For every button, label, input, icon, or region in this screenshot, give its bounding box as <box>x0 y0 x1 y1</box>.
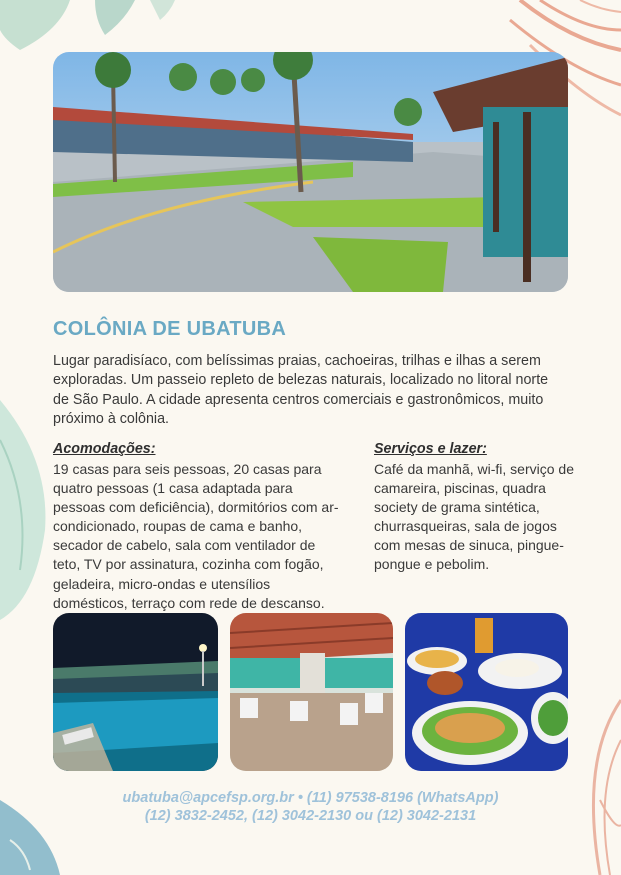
contact-phones: (12) 3832-2452, (12) 3042-2130 ou (12) 3042-2131 <box>144 808 477 824</box>
colonia-ubatuba-chalets-photo <box>53 52 568 292</box>
hall-photo <box>230 613 393 771</box>
hero-photo <box>53 52 568 292</box>
leaf-decoration-top-left <box>0 0 200 60</box>
fish-meal-photo <box>405 613 568 771</box>
page-title: COLÔNIA DE UBATUBA <box>53 318 287 340</box>
accommodations-heading: Acomodações: <box>53 441 156 457</box>
dining-hall-photo <box>230 613 393 771</box>
leaf-decoration-left <box>0 400 55 660</box>
services-heading: Serviços e lazer: <box>374 441 487 457</box>
services-text: Café da manhã, wi-fi, serviço de camareira, piscinas, quadra society de grama sintética, churrasqueiras, sala de jogos com mesas de sinuca, pingue-pongue e pebolim. <box>374 461 574 573</box>
accommodations-text: 19 casas para seis pessoas, 20 casas para quatro pessoas (1 casa adaptada para pessoas com deficiência), dormitórios com ar-condicionado, roupas de cama e banho, secador de cabelo, sala com ventilador de teto, TV por assinatura, cozinha com fogão, geladeira, micro-ondas e utensílios domésticos, terraço com rede de descanso. <box>53 461 339 611</box>
contact-email-whatsapp: ubatuba@apcefsp.org.br • (11) 97538-8196 (WhatsApp) <box>122 790 499 806</box>
night-pool-photo <box>53 613 218 771</box>
intro-paragraph: Lugar paradisíaco, com belíssimas praias, cachoeiras, trilhas e ilhas a serem exploradas. Um passeio repleto de belezas naturais, localizado no litoral norte de São Paulo. A cidade apresenta centros comerciais e gastronômicos, muito próximo à colônia. <box>53 353 549 428</box>
pool-photo <box>53 613 218 771</box>
food-photo <box>405 613 568 771</box>
